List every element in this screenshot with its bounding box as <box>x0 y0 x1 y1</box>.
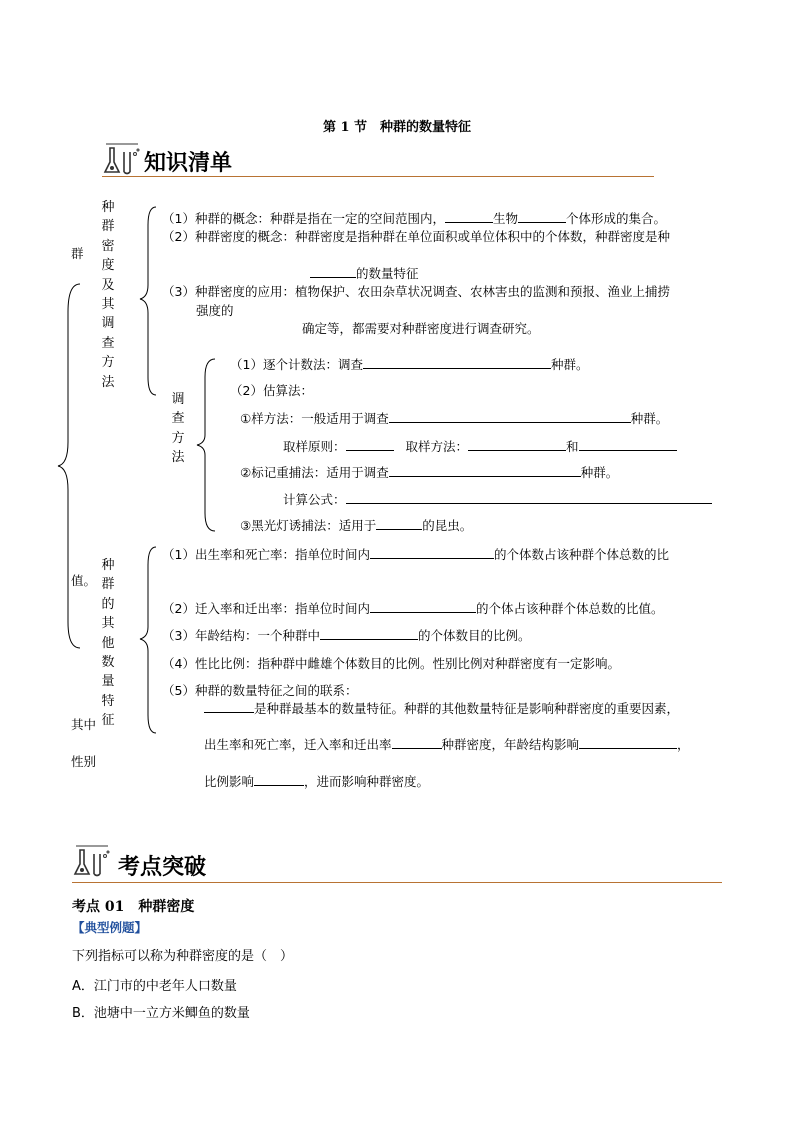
group1-vertical-label: 种 群 密 度 及 其 调 查 方 法 <box>101 200 115 390</box>
margin-text-xingbie: 性别 <box>71 754 97 769</box>
example-tag: 【典型例题】 <box>72 920 148 935</box>
option-b[interactable]: B．池塘中一立方米鲫鱼的数量 <box>72 1006 250 1021</box>
survey-line-quadrat: ①样方法：一般适用于调查 种群。 <box>240 411 669 426</box>
group1-item-3: （3）种群密度的应用：植物保护、农田杂草状况调查、农林害虫的监测和预报、渔业上捕捞 <box>162 284 670 299</box>
group1-item-3-cont2: 确定等，都需要对种群密度进行调查研究。 <box>302 321 540 336</box>
section-title-exam: 考点突破 <box>118 855 207 880</box>
survey-line-sampling: 取样原则： 取样方法： 和 <box>283 437 677 455</box>
section-rule <box>72 882 722 883</box>
section-title-knowledge: 知识清单 <box>144 151 233 176</box>
survey-line-estimate: （2）估算法： <box>230 383 313 398</box>
survey-line-mark-recapture: ②标记重捕法：适用于调查 种群。 <box>240 465 619 480</box>
lab-flask-icon <box>102 140 142 176</box>
survey-brace <box>195 357 217 533</box>
group1-brace <box>138 205 158 397</box>
section-rule <box>102 176 654 177</box>
survey-line-formula: 计算公式： <box>283 490 712 508</box>
kaodian-heading: 考点 01 种群密度 <box>72 899 195 915</box>
group2-item-birth-death: （1）出生率和死亡率：指单位时间内 的个体数占该种群个体总数的比 <box>162 547 669 562</box>
group2-item-sex-ratio: （4）性比比例：指种群中雌雄个体数目的比例。性别比例对种群密度有一定影响。 <box>162 656 620 671</box>
question-stem: 下列指标可以称为种群密度的是（ ） <box>72 949 294 964</box>
group2-item-relation-1: 是种群最基本的数量特征。种群的其他数量特征是影响种群密度的重要因素， <box>204 699 679 717</box>
group2-item-age: （3）年龄结构：一个种群中 的个体数目的比例。 <box>162 628 531 643</box>
survey-line-count: （1）逐个计数法：调查 种群。 <box>230 357 589 372</box>
group2-item-relation-3: 比例影响 ，进而影响种群密度。 <box>204 774 430 789</box>
option-a[interactable]: A．江门市的中老年人口数量 <box>72 979 237 994</box>
group2-item-relation-2: 出生率和死亡率，迁入率和迁出率 种群密度，年龄结构影响 ， <box>204 737 690 752</box>
margin-text-qizhong: 其中 <box>71 717 97 732</box>
group1-item-1: （1）种群的概念：种群是指在一定的空间范围内， 生物 个体形成的集合。 <box>162 211 666 226</box>
margin-text-zhi: 值。 <box>71 573 97 588</box>
group1-item-2-cont: 的数量特征 <box>310 264 419 282</box>
group1-item-2: （2）种群密度的概念：种群密度是指种群在单位面积或单位体积中的个体数，种群密度是种 <box>162 229 670 244</box>
group1-item-3-cont1: 强度的 <box>196 303 234 318</box>
group2-item-migration: （2）迁入率和迁出率：指单位时间内 的个体占该种群个体总数的比值。 <box>162 601 664 616</box>
lab-flask-icon <box>72 842 112 878</box>
survey-line-light-trap: ③黑光灯诱捕法：适用于 的昆虫。 <box>240 518 473 533</box>
margin-text-qun: 群 <box>71 246 84 261</box>
page-title: 第 1 节 种群的数量特征 <box>322 120 472 135</box>
group2-vertical-label: 种 群 的 其 他 数 量 特 征 <box>101 558 115 729</box>
group2-brace <box>138 545 158 735</box>
group2-item-relation: （5）种群的数量特征之间的联系： <box>162 683 358 698</box>
survey-vertical-label: 调 查 方 法 <box>171 392 185 466</box>
outer-brace <box>54 282 84 652</box>
